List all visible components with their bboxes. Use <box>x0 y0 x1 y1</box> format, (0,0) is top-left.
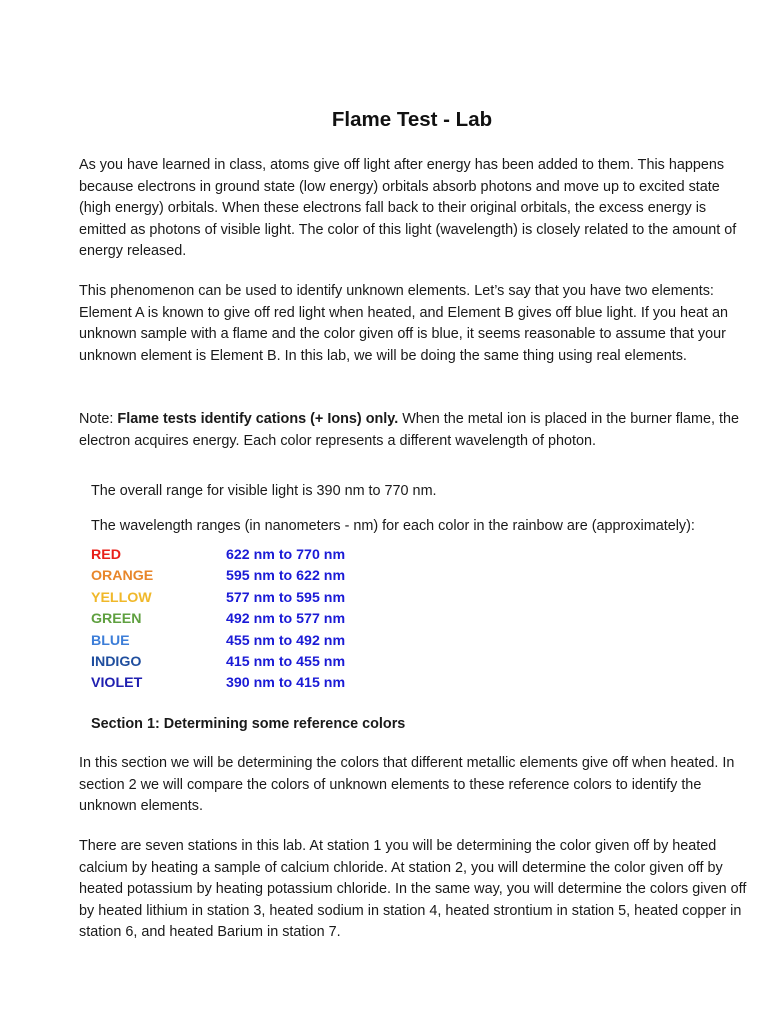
intro-paragraph: As you have learned in class, atoms give off light after energy has been added to them. This happens because electrons in ground state (low energy) orbitals absorb photons and move up to excited state (high energy) orbitals. When these electrons fall back to their original orbitals, the excess energy is emitted as photons of visible light. The color of this light (wavelength) is closely related to the amount of energy released. <box>79 157 737 259</box>
phenomenon-paragraph: This phenomenon can be used to identify unknown elements. Let’s say that you have two elements: Element A is known to give off red light when heated, and Element B gives off blue light. If you heat an unknown sample with a flame and the color given off is blue, it seems reasonable to assume that your unknown element is Element B. In this lab, we will be doing the same thing using real elements. <box>79 283 729 364</box>
color-row-violet <box>91 673 491 694</box>
note-paragraph <box>79 409 751 452</box>
color-name: YELLOW <box>91 589 152 606</box>
color-row-yellow <box>91 588 491 609</box>
color-name: GREEN <box>91 611 142 628</box>
stations-paragraph: There are seven stations in this lab. At station 1 you will be determining the color given off by heated calcium by heating a sample of calcium chloride. At station 2, you will determine the color given off by heated potassium by heating potassium chloride. In the same way, you will determine the colors given off by heated lithium in station 3, heated sodium in station 4, heated strontium in station 5, heated copper in station 6, and heated Barium in station 7. <box>79 838 747 940</box>
color-row-indigo <box>91 652 491 673</box>
color-range: 577 nm to 595 nm <box>226 589 346 606</box>
color-row-red <box>91 545 491 566</box>
color-name: VIOLET <box>91 675 143 692</box>
color-range: 622 nm to 770 nm <box>226 547 346 563</box>
section1-paragraph: In this section we will be determining the colors that different metallic elements give off when heated. In section 2 we will compare the colors of unknown elements to these reference colors to identify the unknown elements. <box>79 755 735 814</box>
color-range: 390 nm to 415 nm <box>226 675 346 692</box>
color-name: BLUE <box>91 632 130 649</box>
color-range: 492 nm to 577 nm <box>226 611 346 628</box>
color-row-green <box>91 609 491 630</box>
section1-heading: Section 1: Determining some reference colors <box>91 716 406 732</box>
color-range: 415 nm to 455 nm <box>226 653 346 670</box>
color-range: 595 nm to 622 nm <box>226 568 346 585</box>
color-name: RED <box>91 547 121 563</box>
note-bold-text: Flame tests identify cations (+ Ions) only. <box>117 411 399 427</box>
color-name: INDIGO <box>91 653 142 670</box>
color-range: 455 nm to 492 nm <box>226 632 346 649</box>
note-rest: When the metal ion is placed in the burner flame, the electron acquires energy. Each color represents a different wavelength of photon. <box>79 411 739 449</box>
page-title: Flame Test - Lab <box>331 108 493 131</box>
color-row-blue <box>91 631 491 652</box>
color-row-orange <box>91 566 491 587</box>
color-wavelength-list <box>91 545 491 695</box>
color-name: ORANGE <box>91 568 154 585</box>
wavelength-intro-text: The wavelength ranges (in nanometers - nm) for each color in the rainbow are (approximately): <box>91 518 695 534</box>
note-prefix: Note: <box>79 411 118 427</box>
visible-range-text: The overall range for visible light is 390 nm to 770 nm. <box>91 483 437 499</box>
